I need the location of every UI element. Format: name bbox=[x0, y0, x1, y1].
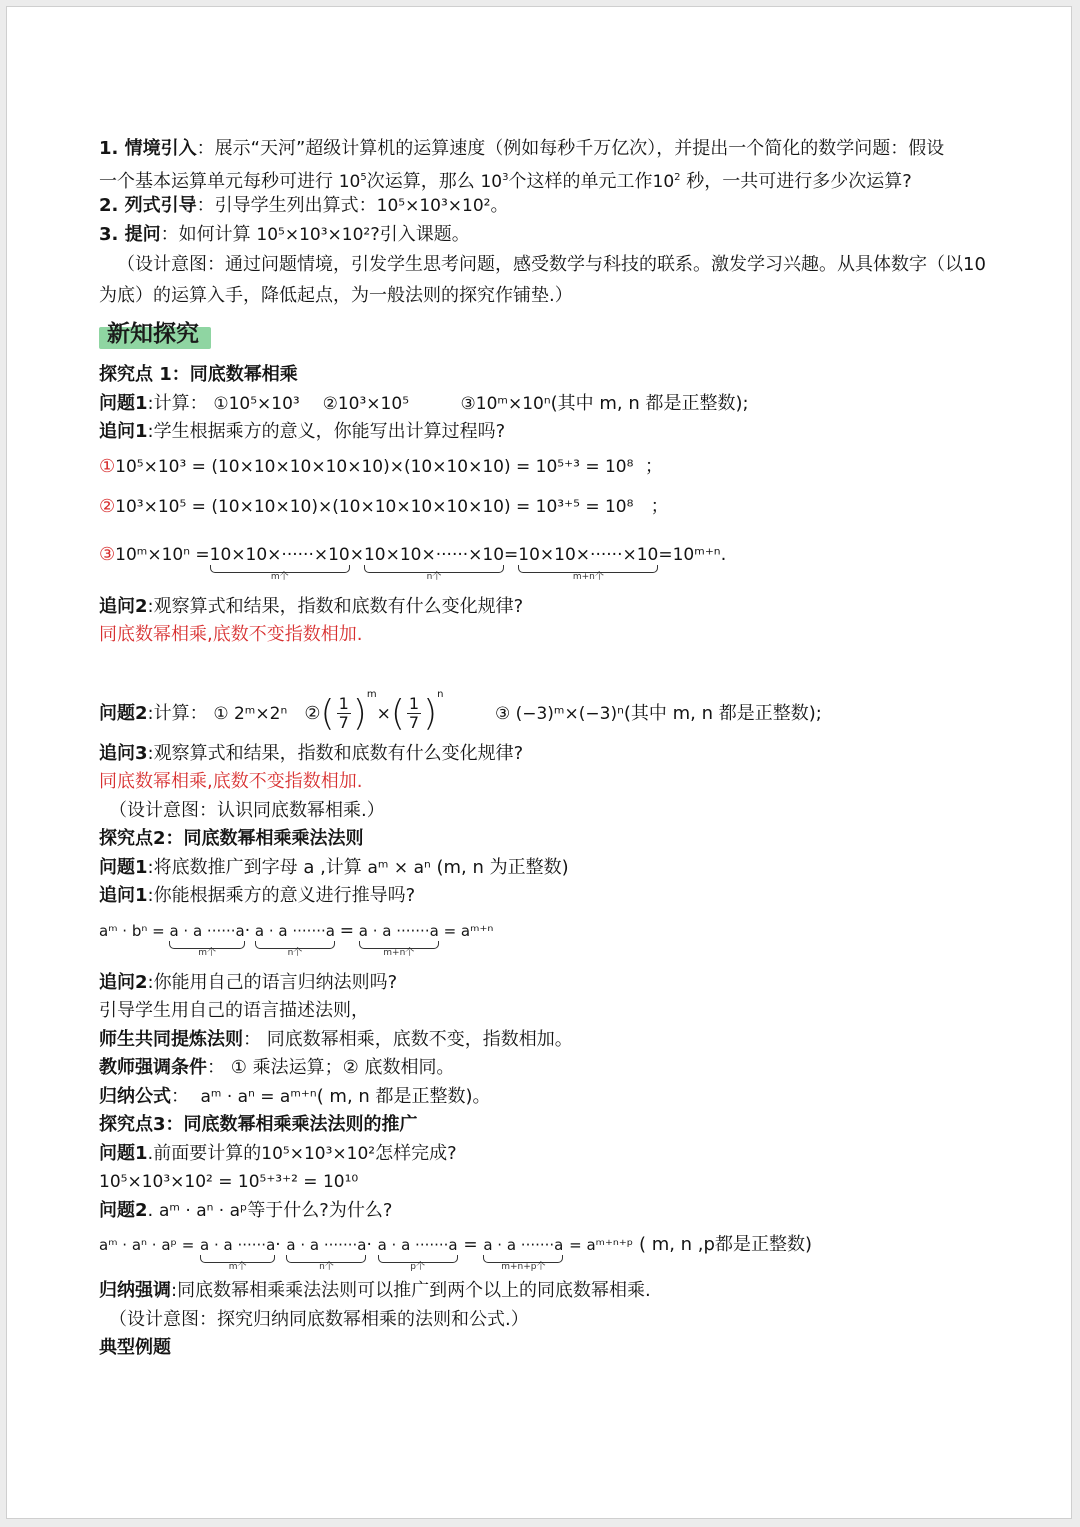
fraction-denominator: 7 bbox=[408, 713, 420, 732]
p1-q2-item-1: ① 2ᵐ×2ⁿ bbox=[213, 703, 288, 724]
right-paren: ) bbox=[352, 692, 367, 734]
p2-cond-label: 教师强调条件 bbox=[99, 1057, 207, 1078]
p1-title: 探究点 1：同底数幂相乘 bbox=[99, 364, 298, 385]
p3-q1 bbox=[99, 1140, 999, 1169]
p3-q1-expr: 10⁵×10³×10² bbox=[261, 1143, 376, 1164]
p3-eq-dot: · bbox=[275, 1235, 281, 1255]
p1-q1-label: 问题1 bbox=[99, 392, 148, 414]
design-intent-1: （设计意图：通过问题情境，引发学生思考问题，感受数学与科技的联系。激发学习兴趣。从具体数字（以10为底）的运算入手，降低起点，为一般法则的探究作铺垫.） bbox=[99, 254, 986, 306]
intro-expr-1: 10⁵×10³×10² bbox=[376, 196, 491, 216]
p3-eq-group-3 bbox=[377, 1225, 458, 1272]
p1-eq3-mark: ③ bbox=[99, 543, 116, 565]
p3-eq-group-2-label: n个 bbox=[319, 1262, 334, 1272]
intro-line-3 bbox=[99, 192, 999, 221]
p1-q1-item-1: ①10⁵×10³ bbox=[213, 393, 300, 414]
p1-eq-1 bbox=[99, 447, 999, 487]
p1-rule-2: 同底数幂相乘,底数不变指数相加. bbox=[99, 771, 363, 792]
p2-eq-group-3-label: m+n个 bbox=[383, 947, 415, 958]
p3-eq-group-3-label: p个 bbox=[410, 1262, 425, 1272]
p3-eq-lhs: aᵐ · aⁿ · aᵖ = bbox=[99, 1236, 195, 1254]
p2-guide: 引导学生用自己的语言描述法则， bbox=[99, 1000, 369, 1021]
p3-eq-group-1-label: m个 bbox=[228, 1262, 247, 1272]
intro-end-3: 。 bbox=[490, 195, 509, 216]
intro-text-2d: 秒，一共可进行多少次运算? bbox=[680, 170, 912, 192]
p3-q2-tail: 等于什么?为什么? bbox=[247, 1199, 393, 1221]
p2-eq-lhs: aᵐ · bⁿ = bbox=[99, 921, 165, 940]
p2-formula-tail: ( m, n 都是正整数)。 bbox=[316, 1085, 491, 1107]
p1-q1-item-2: ②10³×10⁵ bbox=[322, 393, 410, 414]
intro-label-1: 1. 情境引入 bbox=[99, 138, 197, 159]
p3-summary-label: 归纳强调 bbox=[99, 1280, 171, 1301]
intro-text-2b: 次运算，那么 bbox=[366, 170, 481, 192]
p1-f3 bbox=[99, 740, 999, 769]
examples-heading: 典型例题 bbox=[99, 1337, 171, 1358]
p2-eq-group-2-label: n个 bbox=[287, 947, 303, 958]
p1-q2-item-2-mark: ② bbox=[304, 702, 321, 724]
intro-text-3: ：引导学生列出算式： bbox=[196, 195, 377, 216]
p1-eq2-expr: 10³×10⁵ = (10×10×10)×(10×10×10×10×10) = 10³⁺⁵ = 10⁸ bbox=[115, 496, 634, 517]
p3-eq-group-2-text: a · a ·······a bbox=[286, 1236, 367, 1254]
p1-eq1-mark: ① bbox=[99, 455, 116, 477]
p3-eq-tail: ( m, n ,p都是正整数) bbox=[638, 1234, 812, 1255]
intro-exp-3: 2 bbox=[674, 171, 681, 183]
p2-eq-eq: = bbox=[339, 920, 354, 941]
intro-exp-2: 3 bbox=[502, 171, 509, 183]
p3-eq-group-4 bbox=[483, 1225, 564, 1272]
document-content bbox=[99, 135, 999, 1363]
p3-eq-group-4-text: a · a ·······a bbox=[483, 1236, 564, 1254]
p2-eq-group-3-text: a · a ·······a bbox=[358, 921, 439, 940]
p1-eq3-group-3 bbox=[518, 535, 659, 582]
fraction-numerator: 1 bbox=[338, 694, 349, 713]
p2-eq-rhs: = aᵐ⁺ⁿ bbox=[443, 921, 494, 940]
p2-rule bbox=[99, 1026, 999, 1055]
p2-f1 bbox=[99, 882, 999, 911]
p3-q1-text: .前面要计算的 bbox=[147, 1142, 262, 1164]
p3-q2 bbox=[99, 1197, 999, 1226]
intro-text-2a: 一个基本运算单元每秒可进行 bbox=[99, 170, 339, 192]
p1-f2-label: 追问2 bbox=[99, 595, 148, 617]
p1-f1-text: :学生根据乘方的意义，你能写出计算过程吗? bbox=[147, 421, 506, 442]
fraction-numerator: 1 bbox=[408, 694, 420, 713]
exponent-m: m bbox=[366, 688, 377, 700]
p2-eq-group-1-label: m个 bbox=[198, 947, 216, 958]
p3-q2-expr: aᵐ · aⁿ · aᵖ bbox=[158, 1200, 248, 1221]
p1-eq1-end: ； bbox=[644, 455, 663, 477]
p2-formula-sep: ： bbox=[171, 1085, 189, 1107]
p1-q2 bbox=[99, 664, 999, 734]
p3-eq-group-2 bbox=[286, 1225, 367, 1272]
p1-eq3-group-2-text: 10×10×······×10 bbox=[363, 544, 505, 565]
p3-eq-dot: · bbox=[366, 1235, 372, 1255]
p3-eq-group-3-text: a · a ·······a bbox=[377, 1236, 458, 1254]
intro-num-3: 10 bbox=[652, 171, 675, 192]
p3-eq-2 bbox=[99, 1225, 999, 1277]
p3-eq-group-1 bbox=[200, 1225, 276, 1272]
p1-eq3-group-2-label: n个 bbox=[426, 571, 442, 582]
p2-q1 bbox=[99, 854, 999, 883]
p2-cond bbox=[99, 1054, 999, 1083]
p1-eq3-group-1 bbox=[209, 535, 350, 582]
p3-q1-label: 问题1 bbox=[99, 1142, 148, 1164]
p2-f2-text: :你能用自己的语言归纳法则吗? bbox=[147, 971, 398, 993]
p2-eq-group-1-text: a · a ······a bbox=[169, 921, 245, 940]
p1-eq1-expr: 10⁵×10³ = (10×10×10×10×10)×(10×10×10) = 10⁵⁺³ = 10⁸ bbox=[115, 456, 634, 477]
intro-line-1 bbox=[99, 135, 999, 164]
p2-f1-label: 追问1 bbox=[99, 885, 148, 906]
p2-eq-dot: · bbox=[244, 920, 251, 941]
p3-eq-eq: = bbox=[463, 1235, 478, 1255]
p2-f2 bbox=[99, 969, 999, 998]
p2-eq-group-2-text: a · a ·······a bbox=[254, 921, 335, 940]
p1-rule-1: 同底数幂相乘,底数不变指数相加. bbox=[99, 624, 363, 645]
p1-eq3-group-3-label: m+n个 bbox=[572, 571, 604, 582]
p1-eq-2 bbox=[99, 487, 999, 527]
p2-q1-tail: (m, n 为正整数) bbox=[430, 856, 569, 878]
p2-f1-text: :你能根据乘方的意义进行推导吗? bbox=[147, 885, 416, 906]
intro-end-4: ?引入课题。 bbox=[370, 223, 470, 245]
p1-f3-label: 追问3 bbox=[99, 742, 148, 764]
p3-eq-group-4-label: m+n+p个 bbox=[501, 1262, 546, 1272]
p3-summary bbox=[99, 1277, 999, 1306]
p1-eq3-group-2 bbox=[363, 535, 505, 582]
p2-formula-expr: aᵐ · aⁿ = aᵐ⁺ⁿ bbox=[200, 1086, 317, 1107]
p1-eq3-group-1-label: m个 bbox=[270, 571, 289, 582]
p3-q2-text: . bbox=[147, 1199, 159, 1221]
p3-eq-rhs: = aᵐ⁺ⁿ⁺ᵖ bbox=[569, 1236, 634, 1254]
p3-q1-tail: 怎样完成? bbox=[375, 1142, 457, 1164]
p3-summary-text: :同底数幂相乘乘法法则可以推广到两个以上的同底数幂相乘. bbox=[171, 1280, 651, 1301]
intro-num-2: 10 bbox=[480, 171, 503, 192]
exponent-n: n bbox=[437, 688, 444, 700]
p1-f2 bbox=[99, 593, 999, 622]
p1-q1 bbox=[99, 390, 999, 419]
right-paren: ) bbox=[423, 692, 438, 734]
p3-q2-label: 问题2 bbox=[99, 1199, 148, 1221]
design-intent-3: （设计意图：探究归纳同底数幂相乘的法则和公式.） bbox=[109, 1308, 529, 1330]
p2-q1-label: 问题1 bbox=[99, 856, 148, 878]
p1-eq3-lhs: 10ᵐ×10ⁿ = bbox=[115, 544, 210, 565]
p1-q1-text: :计算： bbox=[147, 392, 208, 414]
p1-q1-tail: (其中 m, n 都是正整数); bbox=[550, 392, 749, 414]
p2-q1-text: :将底数推广到字母 a ,计算 bbox=[147, 856, 368, 878]
p2-cond-text: ： ① 乘法运算；② 底数相同。 bbox=[207, 1057, 455, 1078]
p1-eq-3 bbox=[99, 535, 999, 593]
p1-f3-text: :观察算式和结果，指数和底数有什么变化规律? bbox=[147, 742, 524, 764]
p1-eq3-times: × bbox=[349, 544, 364, 565]
intro-line-2 bbox=[99, 164, 999, 193]
intro-label-3: 3. 提问 bbox=[99, 223, 161, 245]
p2-eq-group-3 bbox=[358, 911, 439, 958]
p2-formula bbox=[99, 1083, 999, 1112]
intro-num-1: 10 bbox=[338, 171, 361, 192]
p3-eq-group-1-text: a · a ······a bbox=[200, 1236, 276, 1254]
p2-eq-group-2 bbox=[254, 911, 335, 958]
p1-q1-item-3: ③10ᵐ×10ⁿ bbox=[460, 393, 551, 414]
p1-eq3-group-1-text: 10×10×······×10 bbox=[209, 544, 350, 565]
p2-rule-label: 师生共同提炼法则 bbox=[99, 1028, 243, 1050]
intro-expr-2: 10⁵×10³×10² bbox=[256, 224, 371, 245]
intro-text-1: ：展示“天河”超级计算机的运算速度（例如每秒千万亿次），并提出一个简化的数学问题：假设 bbox=[196, 138, 945, 159]
intro-text-2c: 个这样的单元工作 bbox=[508, 170, 653, 192]
fraction bbox=[407, 695, 421, 732]
p1-eq3-rhs: =10ᵐ⁺ⁿ bbox=[658, 544, 721, 565]
p1-q2-tail: (其中 m, n 都是正整数); bbox=[623, 702, 822, 724]
intro-label-2: 2. 列式引导 bbox=[99, 195, 197, 216]
left-paren: ( bbox=[320, 692, 335, 734]
p2-eq bbox=[99, 911, 999, 969]
fraction-denominator: 7 bbox=[338, 713, 349, 732]
p1-eq3-group-3-text: 10×10×······×10 bbox=[518, 544, 659, 565]
p1-f1-label: 追问1 bbox=[99, 421, 148, 442]
fraction bbox=[337, 695, 351, 732]
times-sign: × bbox=[376, 703, 391, 724]
p1-q2-label: 问题2 bbox=[99, 702, 148, 724]
p1-eq3-end: . bbox=[720, 543, 727, 565]
p1-eq3-eq: = bbox=[504, 544, 519, 565]
p1-q2-item-3: ③ (−3)ᵐ×(−3)ⁿ bbox=[494, 703, 624, 724]
left-paren: ( bbox=[390, 692, 405, 734]
p2-f2-label: 追问2 bbox=[99, 971, 148, 993]
p3-title: 探究点3：同底数幂相乘乘法法则的推广 bbox=[99, 1114, 418, 1135]
p1-f2-text: :观察算式和结果，指数和底数有什么变化规律? bbox=[147, 595, 524, 617]
p2-eq-group-1 bbox=[169, 911, 245, 958]
p2-q1-expr: aᵐ × aⁿ bbox=[367, 857, 431, 878]
section-heading: 新知探究 bbox=[99, 317, 207, 351]
p2-title: 探究点2：同底数幂相乘乘法法则 bbox=[99, 828, 364, 849]
p3-eq-1: 10⁵×10³×10² = 10⁵⁺³⁺² = 10¹⁰ bbox=[99, 1172, 359, 1192]
intro-line-4 bbox=[99, 221, 999, 250]
p1-f1 bbox=[99, 418, 999, 447]
document-page bbox=[6, 6, 1072, 1519]
p2-formula-label: 归纳公式 bbox=[99, 1085, 171, 1107]
intro-exp-1: 5 bbox=[360, 171, 367, 183]
design-intent-2: （设计意图：认识同底数幂相乘.） bbox=[109, 799, 385, 821]
p1-q2-text: :计算： bbox=[147, 702, 208, 724]
p1-eq2-end: ； bbox=[650, 495, 669, 517]
p2-rule-text: ： 同底数幂相乘，底数不变，指数相加。 bbox=[243, 1028, 573, 1050]
p1-eq2-mark: ② bbox=[99, 495, 116, 517]
intro-text-4: ：如何计算 bbox=[160, 223, 257, 245]
